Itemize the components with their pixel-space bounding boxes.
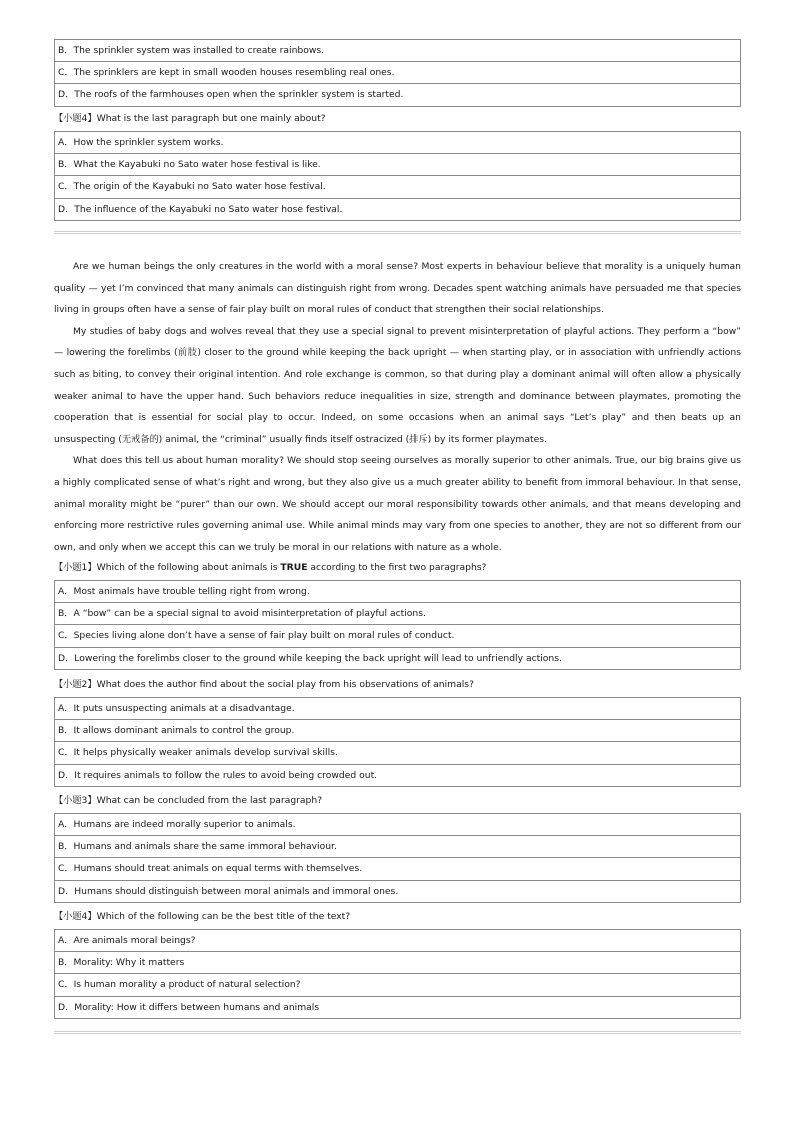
question-number: 【小题3】 [54,795,97,806]
option-d[interactable]: D．It requires animals to follow the rules to avoid being crowded out. [54,765,741,788]
option-d[interactable]: D．The influence of the Kayabuki no Sato water hose festival. [54,199,741,222]
option-a[interactable]: A．Most animals have trouble telling right from wrong. [54,580,741,603]
option-b[interactable]: B．Humans and animals share the same immoral behaviour. [54,836,741,859]
option-d[interactable]: D．Humans should distinguish between moral animals and immoral ones. [54,881,741,904]
option-a[interactable]: A．Are animals moral beings? [54,929,741,952]
option-c[interactable]: C．The sprinklers are kept in small wooden houses resembling real ones. [54,62,741,85]
option-d[interactable]: D．Lowering the forelimbs closer to the ground while keeping the back upright will lead to unfriendly actions. [54,648,741,671]
question-text: What is the last paragraph but one mainly about? [96,113,326,124]
question-text: What does the author find about the social play from his observations of animals? [96,679,474,690]
option-c[interactable]: C．It helps physically weaker animals develop survival skills. [54,742,741,765]
question-3 [54,790,741,812]
question-text-end: according to the first two paragraphs? [307,562,487,573]
q3-options [54,813,741,903]
option-a[interactable]: A．Humans are indeed morally superior to animals. [54,813,741,836]
option-b[interactable]: B．A “bow” can be a special signal to avoid misinterpretation of playful actions. [54,603,741,626]
question-text: Which of the following can be the best title of the text? [96,911,351,922]
question-number: 【小题4】 [54,113,97,124]
question-4 [54,906,741,928]
option-b[interactable]: B．Morality: Why it matters [54,952,741,975]
option-d[interactable]: D．The roofs of the farmhouses open when the sprinkler system is started. [54,84,741,107]
option-d[interactable]: D．Morality: How it differs between humans and animals [54,997,741,1020]
option-a[interactable]: A．How the sprinkler system works. [54,131,741,154]
question-number: 【小题1】 [54,562,97,573]
question-number: 【小题4】 [54,911,97,922]
question-2 [54,674,741,696]
option-b[interactable]: B．What the Kayabuki no Sato water hose festival is like. [54,154,741,177]
question-keyword: TRUE [280,562,308,573]
passage-paragraph-2: My studies of baby dogs and wolves reveal that they use a special signal to prevent misinterpretation of playful actions. They perform a “bow” — lowering the forelimbs (前肢) closer to the ground while keeping the back upright — when starting play, or in association with unfriendly actions such as biting, to convey their original intention. And role exchange is common, so that during play a dominant animal will often allow a physically weaker animal to have the upper hand. Such behaviors reduce inequalities in size, strength and dominance between playmates, promoting the cooperation that is essential for social play to occur. Indeed, on some occasions when an animal says “Let’s play” and then beats up an unsuspecting (无戒备的) animal, the “criminal” usually finds itself ostracized (排斥) by its former playmates. [54,325,741,445]
question-prev-4 [54,108,741,130]
option-c[interactable]: C．The origin of the Kayabuki no Sato water hose festival. [54,176,741,199]
passage-paragraph-3: What does this tell us about human morality? We should stop seeing ourselves as morally superior to other animals. True, our big brains give us a highly complicated sense of what’s right and wrong, but they also give us a much greater ability to benefit from immoral behaviour. In that sense, animal morality might be “purer” than our own. We should accept our moral responsibility towards other animals, and that means developing and enforcing more restrictive rules governing animal use. While animal minds may vary from one species to another, they are not so different from our own, and only when we accept this can we truly be moral in our relations with nature as a whole. [54,455,741,553]
q4-options [54,929,741,1019]
reading-passage [54,256,741,558]
question-1 [54,557,741,579]
option-c[interactable]: C．Species living alone don’t have a sense of fair play built on moral rules of conduct. [54,625,741,648]
prev-question-options [54,39,741,107]
question-text: Which of the following about animals is [96,562,281,573]
option-c[interactable]: C．Is human morality a product of natural selection? [54,974,741,997]
section-divider [54,231,741,234]
q1-options [54,580,741,670]
option-b[interactable]: B．It allows dominant animals to control the group. [54,720,741,743]
option-a[interactable]: A．It puts unsuspecting animals at a disadvantage. [54,697,741,720]
question-number: 【小题2】 [54,679,97,690]
section-divider [54,1031,741,1034]
prev-q4-options [54,131,741,221]
question-text: What can be concluded from the last paragraph? [96,795,323,806]
q2-options [54,697,741,787]
passage-paragraph-1: Are we human beings the only creatures in the world with a moral sense? Most experts in behaviour believe that morality is a uniquely human quality — yet I’m convinced that many animals can distinguish right from wrong. Decades spent watching animals have persuaded me that species living in groups often have a sense of fair play built on moral rules of conduct that strengthen their social relationships. [54,261,741,316]
option-b[interactable]: B．The sprinkler system was installed to create rainbows. [54,39,741,62]
option-c[interactable]: C．Humans should treat animals on equal terms with themselves. [54,858,741,881]
